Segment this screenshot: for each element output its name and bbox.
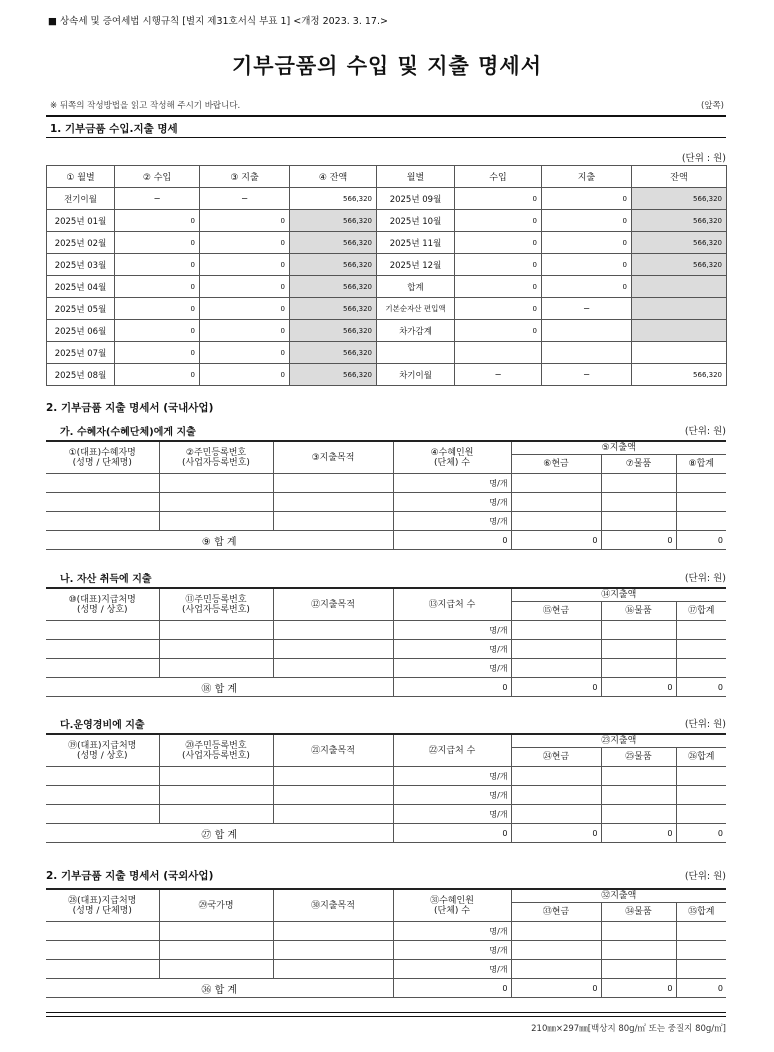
divider <box>46 115 726 117</box>
input-cell[interactable] <box>601 922 676 941</box>
total-label: ㊱ 합 계 <box>46 979 393 998</box>
balance-cell <box>632 320 727 342</box>
input-cell[interactable] <box>601 621 676 640</box>
header-cell: ㉜지출액 <box>511 889 726 903</box>
section1-unit: (단위 : 원) <box>681 153 726 164</box>
count-unit-cell: 명/개 <box>393 960 511 979</box>
input-cell[interactable] <box>601 474 676 493</box>
section1-title: 1. 기부금품 수입.지출 명세 <box>50 123 178 135</box>
income-cell: 0 <box>115 364 200 386</box>
input-cell[interactable] <box>676 922 726 941</box>
total-cell: 0 <box>676 979 726 998</box>
input-cell[interactable] <box>676 805 726 824</box>
input-cell[interactable] <box>273 640 393 659</box>
table-row <box>46 922 726 941</box>
subsection-ga-title: 가. 수혜자(수혜단체)에게 지출 <box>60 427 196 438</box>
total-cell: 0 <box>676 824 726 843</box>
expense-cell: 0 <box>200 254 290 276</box>
table-row <box>46 960 726 979</box>
input-cell[interactable] <box>676 659 726 678</box>
asset-acquisition-table <box>46 587 726 697</box>
header-cell: ① 월별 <box>47 166 115 188</box>
table-row <box>47 342 727 364</box>
input-cell[interactable] <box>601 640 676 659</box>
header-cell <box>393 889 511 922</box>
header-cell: 지출 <box>542 166 632 188</box>
input-cell[interactable] <box>159 767 273 786</box>
table-row <box>47 364 727 386</box>
header-line: (성명 / 상호) <box>76 750 128 761</box>
input-cell[interactable] <box>46 621 159 640</box>
input-cell[interactable] <box>676 941 726 960</box>
input-cell[interactable] <box>159 640 273 659</box>
month-cell: 전기이월 <box>47 188 115 210</box>
input-cell[interactable] <box>46 786 159 805</box>
balance-cell <box>632 342 727 364</box>
section3-title: 2. 기부금품 지출 명세서 (국외사업) <box>46 870 214 882</box>
input-cell[interactable] <box>273 922 393 941</box>
total-row <box>46 531 726 550</box>
expense-cell: 0 <box>542 232 632 254</box>
income-cell: 0 <box>455 298 542 320</box>
table-row <box>46 941 726 960</box>
header-cell <box>46 588 159 621</box>
input-cell[interactable] <box>159 805 273 824</box>
subsection-da-title: 다.운영경비에 지출 <box>60 720 145 731</box>
header-cell: ㉚지출목적 <box>273 889 393 922</box>
header-line: ⑳주민등록번호 <box>185 740 247 751</box>
header-cell: ⑤지출액 <box>511 441 726 455</box>
header-line: (사업자등록번호) <box>182 750 250 761</box>
total-cell: 0 <box>511 979 601 998</box>
income-cell: 0 <box>115 320 200 342</box>
table-row <box>47 254 727 276</box>
input-cell[interactable] <box>46 493 159 512</box>
table-row <box>47 210 727 232</box>
header-cell: ㉞물품 <box>601 903 676 922</box>
balance-cell: 566,320 <box>290 210 377 232</box>
input-cell[interactable] <box>46 474 159 493</box>
month-cell: 차가감계 <box>377 320 455 342</box>
input-cell[interactable] <box>601 512 676 531</box>
total-row <box>46 678 726 697</box>
income-cell: 0 <box>455 232 542 254</box>
table-row <box>47 298 727 320</box>
operating-expense-table <box>46 733 726 843</box>
total-cell: 0 <box>511 678 601 697</box>
section3-unit: (단위: 원) <box>684 871 726 882</box>
page-title: 기부금품의 수입 및 지출 명세서 <box>232 54 542 78</box>
total-cell: 0 <box>393 824 511 843</box>
total-cell: 0 <box>601 678 676 697</box>
month-cell: 2025년 10월 <box>377 210 455 232</box>
header-cell: ㉙국가명 <box>159 889 273 922</box>
month-cell: 기본순자산 편입액 <box>377 298 455 320</box>
expense-cell: 0 <box>542 210 632 232</box>
input-cell[interactable] <box>511 767 601 786</box>
instruction-note: ※ 뒤쪽의 작성방법을 읽고 작성해 주시기 바랍니다. <box>50 101 241 111</box>
header-cell <box>159 588 273 621</box>
income-cell: 0 <box>115 254 200 276</box>
subsection-na-unit: (단위: 원) <box>684 573 726 584</box>
header-line: ②주민등록번호 <box>185 447 247 458</box>
header-cell: ③ 지출 <box>200 166 290 188</box>
bottom-double-rule <box>46 1012 726 1017</box>
section2-title: 2. 기부금품 지출 명세서 (국내사업) <box>46 402 214 414</box>
income-expense-table <box>46 165 727 386</box>
input-cell[interactable] <box>46 659 159 678</box>
header-cell: ㉖합계 <box>676 748 726 767</box>
total-cell: 0 <box>601 979 676 998</box>
expense-cell: 0 <box>200 364 290 386</box>
input-cell[interactable] <box>676 767 726 786</box>
input-cell[interactable] <box>273 621 393 640</box>
month-cell: 2025년 07월 <box>47 342 115 364</box>
header-cell <box>159 734 273 767</box>
balance-cell: 566,320 <box>290 320 377 342</box>
expense-cell: 0 <box>200 210 290 232</box>
header-cell: ㉒지급처 수 <box>393 734 511 767</box>
input-cell[interactable] <box>159 786 273 805</box>
month-cell: 2025년 08월 <box>47 364 115 386</box>
header-cell: ㉝현금 <box>511 903 601 922</box>
input-cell[interactable] <box>159 512 273 531</box>
total-cell: 0 <box>511 824 601 843</box>
table-row <box>46 659 726 678</box>
count-unit-cell: 명/개 <box>393 941 511 960</box>
header-line: (단체) 수 <box>434 457 470 468</box>
expense-cell: − <box>200 188 290 210</box>
balance-cell: 566,320 <box>290 254 377 276</box>
input-cell[interactable] <box>676 621 726 640</box>
month-cell: 2025년 02월 <box>47 232 115 254</box>
expense-cell: − <box>542 364 632 386</box>
header-cell: ㉕물품 <box>601 748 676 767</box>
total-cell: 0 <box>393 678 511 697</box>
input-cell[interactable] <box>511 922 601 941</box>
month-cell: 차기이월 <box>377 364 455 386</box>
input-cell[interactable] <box>601 493 676 512</box>
input-cell[interactable] <box>511 474 601 493</box>
expense-cell: 0 <box>200 276 290 298</box>
input-cell[interactable] <box>46 941 159 960</box>
input-cell[interactable] <box>676 960 726 979</box>
input-cell[interactable] <box>511 621 601 640</box>
total-cell: 0 <box>511 531 601 550</box>
count-unit-cell: 명/개 <box>393 659 511 678</box>
income-cell <box>455 342 542 364</box>
balance-cell: 566,320 <box>290 364 377 386</box>
total-cell: 0 <box>676 678 726 697</box>
table-row <box>47 320 727 342</box>
total-row <box>46 824 726 843</box>
law-reference: ■ 상속세 및 증여세법 시행규칙 [별지 제31호서식 부표 1] <개정 2023. 3. 17.> <box>48 16 388 27</box>
paper-spec: 210㎜×297㎜[백상지 80g/㎡ 또는 중질지 80g/㎡] <box>531 1024 726 1034</box>
total-label: ㉗ 합 계 <box>46 824 393 843</box>
input-cell[interactable] <box>159 493 273 512</box>
header-cell: ⑬지급처 수 <box>393 588 511 621</box>
input-cell[interactable] <box>273 493 393 512</box>
income-cell: 0 <box>455 276 542 298</box>
header-cell <box>393 441 511 474</box>
total-cell: 0 <box>393 531 511 550</box>
input-cell[interactable] <box>511 960 601 979</box>
header-cell <box>46 441 159 474</box>
table-row <box>47 276 727 298</box>
input-cell[interactable] <box>601 767 676 786</box>
header-line: ⑩(대표)지급처명 <box>68 594 136 605</box>
income-cell: 0 <box>115 232 200 254</box>
domestic-recipient-table <box>46 440 726 550</box>
income-cell: 0 <box>115 298 200 320</box>
header-line: ④수혜인원 <box>430 447 474 458</box>
income-cell: 0 <box>115 342 200 364</box>
table-header-row <box>46 734 726 748</box>
count-unit-cell: 명/개 <box>393 640 511 659</box>
header-cell: ⑫지출목적 <box>273 588 393 621</box>
input-cell[interactable] <box>676 786 726 805</box>
header-line: (사업자등록번호) <box>182 457 250 468</box>
expense-cell: 0 <box>542 254 632 276</box>
balance-cell: 566,320 <box>290 276 377 298</box>
header-line: ⑲(대표)지급처명 <box>68 740 137 751</box>
month-cell: 2025년 04월 <box>47 276 115 298</box>
table-row <box>46 786 726 805</box>
month-cell: 합계 <box>377 276 455 298</box>
income-cell: 0 <box>455 254 542 276</box>
income-cell: − <box>115 188 200 210</box>
expense-cell: 0 <box>542 276 632 298</box>
total-cell: 0 <box>676 531 726 550</box>
count-unit-cell: 명/개 <box>393 767 511 786</box>
input-cell[interactable] <box>273 941 393 960</box>
input-cell[interactable] <box>273 786 393 805</box>
total-label: ⑱ 합 계 <box>46 678 393 697</box>
input-cell[interactable] <box>273 659 393 678</box>
count-unit-cell: 명/개 <box>393 474 511 493</box>
header-cell: 잔액 <box>632 166 727 188</box>
expense-cell: 0 <box>200 232 290 254</box>
input-cell[interactable] <box>159 922 273 941</box>
balance-cell: 566,320 <box>290 232 377 254</box>
expense-cell: 0 <box>542 188 632 210</box>
table-row <box>46 640 726 659</box>
income-cell: − <box>455 364 542 386</box>
input-cell[interactable] <box>273 960 393 979</box>
income-cell: 0 <box>115 276 200 298</box>
table-row <box>46 474 726 493</box>
header-cell: ㉔현금 <box>511 748 601 767</box>
header-line: (성명 / 단체명) <box>72 457 132 468</box>
input-cell[interactable] <box>159 659 273 678</box>
month-cell: 2025년 01월 <box>47 210 115 232</box>
header-cell: ⑥현금 <box>511 455 601 474</box>
input-cell[interactable] <box>511 786 601 805</box>
count-unit-cell: 명/개 <box>393 512 511 531</box>
income-cell: 0 <box>115 210 200 232</box>
header-line: (성명 / 상호) <box>76 604 128 615</box>
header-line: (단체) 수 <box>434 905 470 916</box>
month-cell: 2025년 11월 <box>377 232 455 254</box>
month-cell <box>377 342 455 364</box>
input-cell[interactable] <box>273 474 393 493</box>
balance-cell: 566,320 <box>632 210 727 232</box>
header-cell: ㉓지출액 <box>511 734 726 748</box>
total-label: ⑨ 합 계 <box>46 531 393 550</box>
header-cell: ⑰합계 <box>676 602 726 621</box>
count-unit-cell: 명/개 <box>393 621 511 640</box>
table-header-row <box>46 588 726 602</box>
input-cell[interactable] <box>273 805 393 824</box>
input-cell[interactable] <box>511 640 601 659</box>
header-cell: ㉑지출목적 <box>273 734 393 767</box>
expense-cell: − <box>542 298 632 320</box>
input-cell[interactable] <box>601 659 676 678</box>
input-cell[interactable] <box>159 474 273 493</box>
table-row <box>46 512 726 531</box>
header-line: ⑪주민등록번호 <box>185 594 247 605</box>
table-row <box>46 767 726 786</box>
header-cell: ② 수입 <box>115 166 200 188</box>
total-row <box>46 979 726 998</box>
balance-cell: 566,320 <box>632 364 727 386</box>
header-cell: 월별 <box>377 166 455 188</box>
header-cell: ㉟합계 <box>676 903 726 922</box>
header-cell <box>46 889 159 922</box>
input-cell[interactable] <box>46 512 159 531</box>
input-cell[interactable] <box>159 960 273 979</box>
balance-cell <box>632 276 727 298</box>
month-cell: 2025년 05월 <box>47 298 115 320</box>
total-cell: 0 <box>601 824 676 843</box>
input-cell[interactable] <box>511 493 601 512</box>
expense-cell <box>542 342 632 364</box>
input-cell[interactable] <box>676 512 726 531</box>
input-cell[interactable] <box>273 512 393 531</box>
header-cell: ④ 잔액 <box>290 166 377 188</box>
count-unit-cell: 명/개 <box>393 493 511 512</box>
table-header-row <box>46 889 726 903</box>
header-line: ㉘(대표)지급처명 <box>68 895 137 906</box>
subsection-ga-unit: (단위: 원) <box>684 426 726 437</box>
table-header-row <box>47 166 727 188</box>
expense-cell: 0 <box>200 298 290 320</box>
count-unit-cell: 명/개 <box>393 805 511 824</box>
header-line: (성명 / 단체명) <box>72 905 132 916</box>
table-row <box>46 621 726 640</box>
header-line: (사업자등록번호) <box>182 604 250 615</box>
month-cell: 2025년 09월 <box>377 188 455 210</box>
input-cell[interactable] <box>159 941 273 960</box>
table-row <box>47 232 727 254</box>
table-row <box>47 188 727 210</box>
balance-cell <box>632 298 727 320</box>
balance-cell: 566,320 <box>290 342 377 364</box>
balance-cell: 566,320 <box>290 188 377 210</box>
input-cell[interactable] <box>676 493 726 512</box>
input-cell[interactable] <box>601 960 676 979</box>
expense-cell: 0 <box>200 320 290 342</box>
input-cell[interactable] <box>46 767 159 786</box>
input-cell[interactable] <box>46 640 159 659</box>
balance-cell: 566,320 <box>632 232 727 254</box>
subsection-na-title: 나. 자산 취득에 지출 <box>60 574 152 585</box>
total-cell: 0 <box>393 979 511 998</box>
input-cell[interactable] <box>601 941 676 960</box>
balance-cell: 566,320 <box>290 298 377 320</box>
header-cell: ⑭지출액 <box>511 588 726 602</box>
table-header-row <box>46 441 726 455</box>
input-cell[interactable] <box>46 922 159 941</box>
income-cell: 0 <box>455 320 542 342</box>
table-row <box>46 805 726 824</box>
balance-cell: 566,320 <box>632 188 727 210</box>
input-cell[interactable] <box>511 941 601 960</box>
balance-cell: 566,320 <box>632 254 727 276</box>
overseas-expense-table <box>46 888 726 998</box>
header-line: ①(대표)수혜자명 <box>68 447 136 458</box>
input-cell[interactable] <box>676 640 726 659</box>
header-cell: 수입 <box>455 166 542 188</box>
header-cell: ⑯물품 <box>601 602 676 621</box>
page-side-label: (앞쪽) <box>700 101 724 111</box>
expense-cell <box>542 320 632 342</box>
table-row <box>46 493 726 512</box>
header-cell: ⑮현금 <box>511 602 601 621</box>
header-line: ㉛수혜인원 <box>430 895 474 906</box>
input-cell[interactable] <box>511 512 601 531</box>
header-cell: ③지출목적 <box>273 441 393 474</box>
header-cell: ⑧합계 <box>676 455 726 474</box>
month-cell: 2025년 03월 <box>47 254 115 276</box>
input-cell[interactable] <box>159 621 273 640</box>
count-unit-cell: 명/개 <box>393 786 511 805</box>
input-cell[interactable] <box>46 960 159 979</box>
expense-cell: 0 <box>200 342 290 364</box>
input-cell[interactable] <box>676 474 726 493</box>
count-unit-cell: 명/개 <box>393 922 511 941</box>
input-cell[interactable] <box>273 767 393 786</box>
month-cell: 2025년 06월 <box>47 320 115 342</box>
input-cell[interactable] <box>601 786 676 805</box>
income-cell: 0 <box>455 188 542 210</box>
input-cell[interactable] <box>511 659 601 678</box>
divider <box>46 137 726 138</box>
header-cell: ⑦물품 <box>601 455 676 474</box>
month-cell: 2025년 12월 <box>377 254 455 276</box>
input-cell[interactable] <box>601 805 676 824</box>
total-cell: 0 <box>601 531 676 550</box>
header-cell <box>159 441 273 474</box>
input-cell[interactable] <box>46 805 159 824</box>
income-cell: 0 <box>455 210 542 232</box>
subsection-da-unit: (단위: 원) <box>684 719 726 730</box>
header-cell <box>46 734 159 767</box>
input-cell[interactable] <box>511 805 601 824</box>
